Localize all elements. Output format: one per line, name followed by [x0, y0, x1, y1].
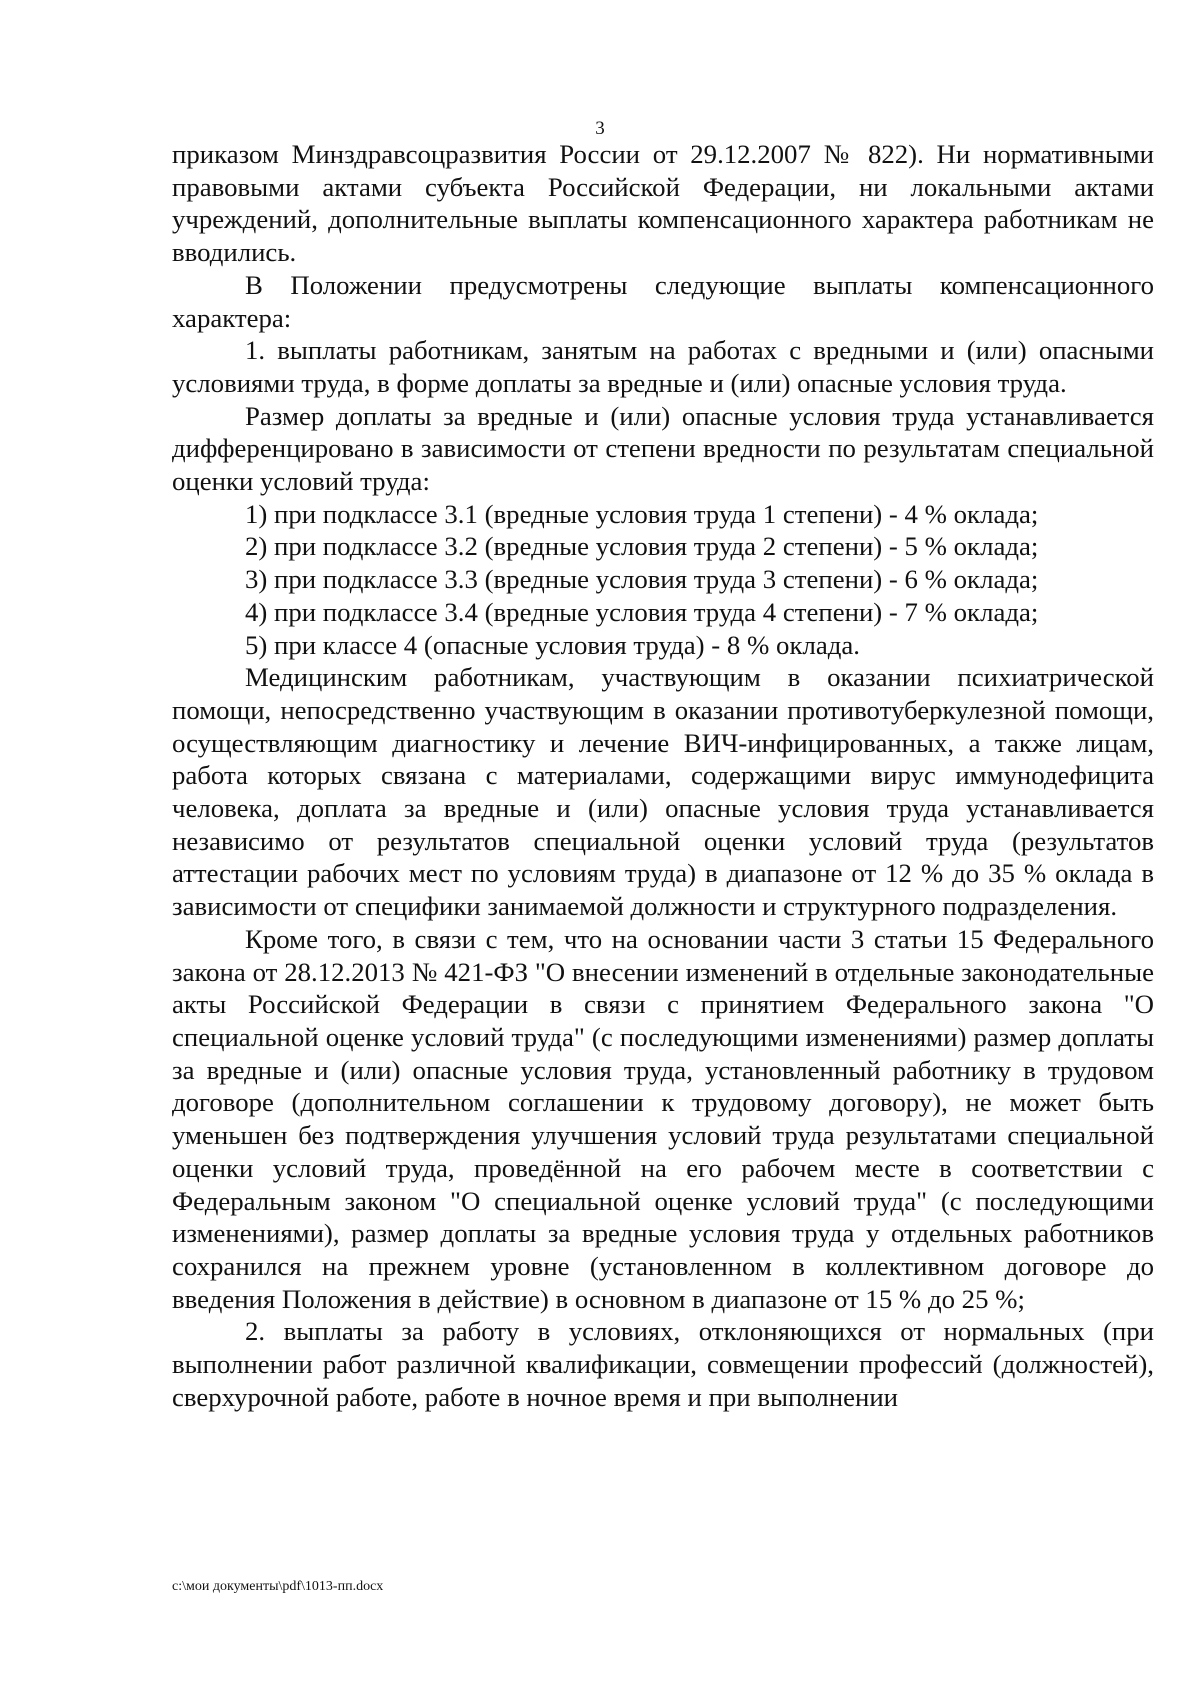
list-item-subclass-3-1: 1) при подклассе 3.1 (вредные условия труда 1 степени) - 4 % оклада;	[245, 498, 1039, 529]
list-item-subclass-3-2: 2) при подклассе 3.2 (вредные условия труда 2 степени) - 5 % оклада;	[245, 531, 1039, 562]
paragraph-item-2: 2. выплаты за работу в условиях, отклоняющихся от нормальных (при выполнении работ различной квалификации, совмещении профессий (должностей), сверхурочной работе, работе в ночное время и при выполнении	[172, 1316, 1154, 1412]
paragraph-item-1: 1. выплаты работникам, занятым на работах с вредными и (или) опасными условиями труда, в форме доплаты за вредные и (или) опасные условия труда.	[172, 335, 1154, 398]
page-number: 3	[595, 118, 605, 139]
list-item-subclass-3-3: 3) при подклассе 3.3 (вредные условия труда 3 степени) - 6 % оклада;	[245, 564, 1039, 595]
paragraph-size-of-payment: Размер доплаты за вредные и (или) опасные условия труда устанавливается дифференцировано в зависимости от степени вредности по результатам специальной оценки условий труда:	[172, 400, 1154, 497]
footer-file-path: c:\мои документы\pdf\1013-пп.docx	[172, 1579, 384, 1594]
paragraph-continuation: приказом Минздравсоцразвития России от 29.12.2007 № 822). Ни нормативными правовыми актами субъекта Российской Федерации, ни локальными актами учреждений, дополнительные выплаты компенсационного характера работникам не вводились.	[172, 139, 1154, 268]
list-item-class-4: 5) при классе 4 (опасные условия труда) - 8 % оклада.	[245, 629, 860, 660]
list-item-subclass-3-4: 4) при подклассе 3.4 (вредные условия труда 4 степени) - 7 % оклада;	[245, 596, 1039, 627]
paragraph-compensation-intro: В Положении предусмотрены следующие выплаты компенсационного характера:	[172, 269, 1154, 333]
paragraph-federal-law: Кроме того, в связи с тем, что на основании части 3 статьи 15 Федерального закона от 28.12.2013 № 421-ФЗ "О внесении изменений в отдельные законодательные акты Российской Федерации в связи с принятием Федерального закона "О специальной оценке условий труда" (с последующими изменениями) размер доплаты за вредные и (или) опасные условия труда, установленный работнику в трудовом договоре (дополнительном соглашении к трудовому договору), не может быть уменьшен без подтверждения улучшения условий труда результатами специальной оценки условий труда, проведённой на его рабочем месте в соответствии с Федеральным законом "О специальной оценке условий труда" (с последующими изменениями), размер доплаты за вредные условия труда у отдельных работников сохранился на прежнем уровне (установленном в коллективном договоре до введения Положения в действие) в основном в диапазоне от 15 % до 25 %;	[172, 923, 1154, 1314]
paragraph-medical-workers: Медицинским работникам, участвующим в оказании психиатрической помощи, непосредственно участвующим в оказании противотуберкулезной помощи, осуществляющим диагностику и лечение ВИЧ-инфицированных, а также лицам, работа которых связана с материалами, содержащими вирус иммунодефицита человека, доплата за вредные и (или) опасные условия труда устанавливается независимо от результатов специальной оценки условий труда (результатов аттестации рабочих мест по условиям труда) в диапазоне от 12 % до 35 % оклада в зависимости от специфики занимаемой должности и структурного подразделения.	[172, 662, 1154, 922]
document-body	[172, 138, 1154, 1413]
